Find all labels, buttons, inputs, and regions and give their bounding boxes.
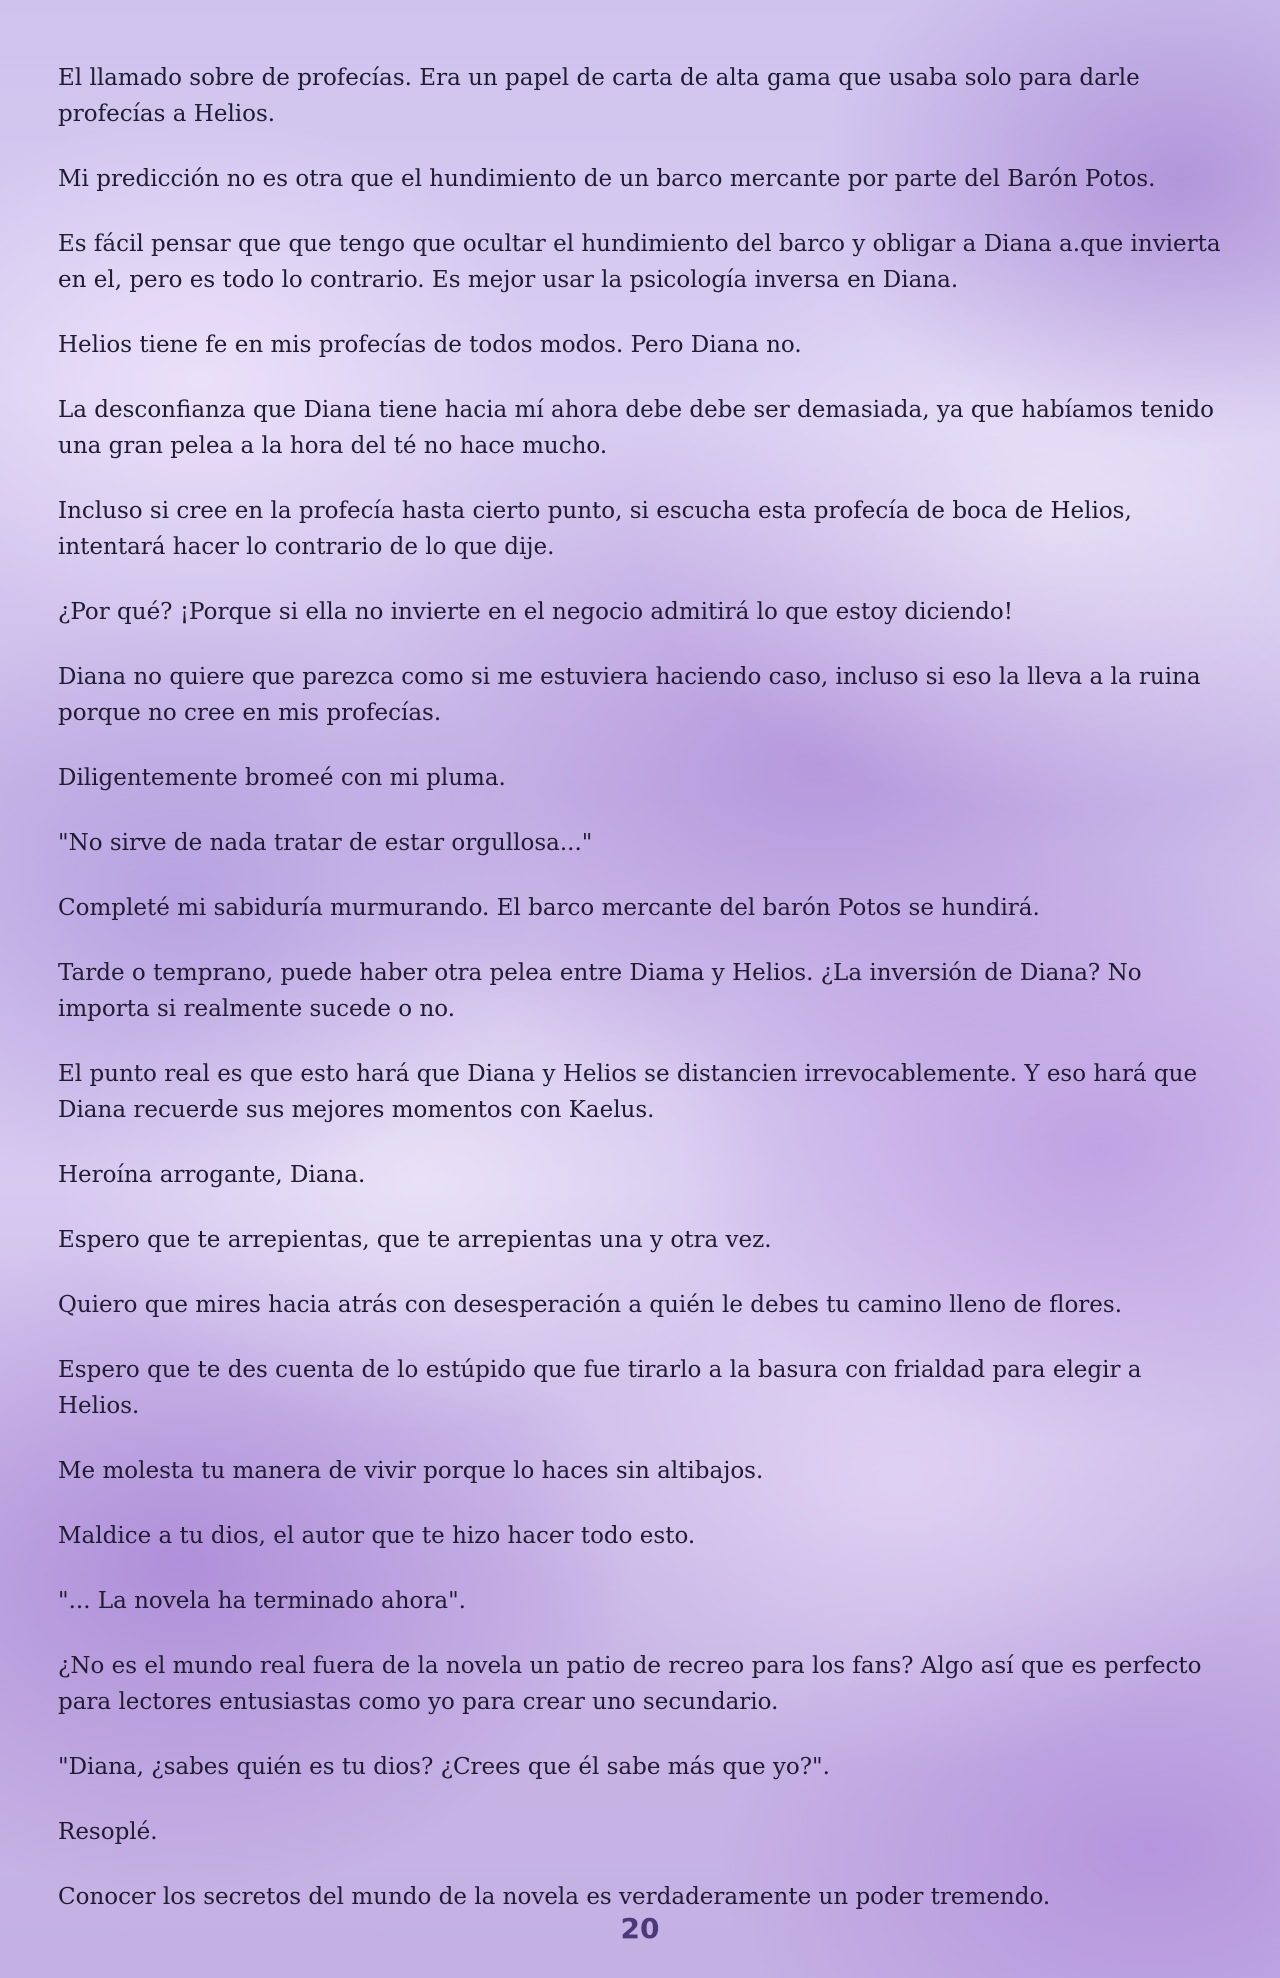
paragraph: Resoplé. xyxy=(58,1819,158,1845)
paragraph: Incluso si cree en la profecía hasta cierto punto, si escucha esta profecía de boca de Helios, intentará hacer lo contrario de lo que dije. xyxy=(58,498,1132,560)
paragraph: Helios tiene fe en mis profecías de todos modos. Pero Diana no. xyxy=(58,332,802,358)
paragraph: "No sirve de nada tratar de estar orgullosa..." xyxy=(58,830,593,856)
paragraph: ¿No es el mundo real fuera de la novela un patio de recreo para los fans? Algo así que es perfecto para lectores entusiastas como yo para crear uno secundario. xyxy=(58,1653,1202,1715)
paragraph: Heroína arrogante, Diana. xyxy=(58,1162,366,1188)
paragraph: Completé mi sabiduría murmurando. El barco mercante del barón Potos se hundirá. xyxy=(58,895,1040,921)
paragraph: El punto real es que esto hará que Diana y Helios se distancien irrevocablemente. Y eso hará que Diana recuerde sus mejores momentos con Kaelus. xyxy=(58,1061,1198,1123)
paragraph: La desconfianza que Diana tiene hacia mí ahora debe debe ser demasiada, ya que habíamos tenido una gran pelea a la hora del té no hace mucho. xyxy=(58,397,1215,459)
text-body xyxy=(58,60,1228,1944)
paragraph: Conocer los secretos del mundo de la novela es verdaderamente un poder tremendo. xyxy=(58,1884,1051,1910)
paragraph: Mi predicción no es otra que el hundimiento de un barco mercante por parte del Barón Potos. xyxy=(58,166,1156,192)
paragraph: "Diana, ¿sabes quién es tu dios? ¿Crees que él sabe más que yo?". xyxy=(58,1754,830,1780)
paragraph: El llamado sobre de profecías. Era un papel de carta de alta gama que usaba solo para darle profecías a Helios. xyxy=(58,65,1140,127)
paragraph: Maldice a tu dios, el autor que te hizo hacer todo esto. xyxy=(58,1523,696,1549)
paragraph: "... La novela ha terminado ahora". xyxy=(58,1588,466,1614)
paragraph: Quiero que mires hacia atrás con desesperación a quién le debes tu camino lleno de flores. xyxy=(58,1292,1123,1318)
paragraph: Me molesta tu manera de vivir porque lo haces sin altibajos. xyxy=(58,1458,764,1484)
paragraph: Tarde o temprano, puede haber otra pelea entre Diama y Helios. ¿La inversión de Diana? No importa si realmente sucede o no. xyxy=(58,960,1142,1022)
paragraph: Espero que te arrepientas, que te arrepientas una y otra vez. xyxy=(58,1227,772,1253)
paragraph: Es fácil pensar que que tengo que ocultar el hundimiento del barco y obligar a Diana a.que invierta en el, pero es todo lo contrario. Es mejor usar la psicología inversa en Diana. xyxy=(58,231,1221,293)
paragraph: ¿Por qué? ¡Porque si ella no invierte en el negocio admitirá lo que estoy diciendo! xyxy=(58,599,1013,625)
page-number: 20 xyxy=(620,1912,660,1945)
paragraph: Diligentemente bromeé con mi pluma. xyxy=(58,765,506,791)
paragraph: Diana no quiere que parezca como si me estuviera haciendo caso, incluso si eso la lleva a la ruina porque no cree en mis profecías. xyxy=(58,664,1201,726)
paragraph: Espero que te des cuenta de lo estúpido que fue tirarlo a la basura con frialdad para elegir a Helios. xyxy=(58,1357,1142,1419)
